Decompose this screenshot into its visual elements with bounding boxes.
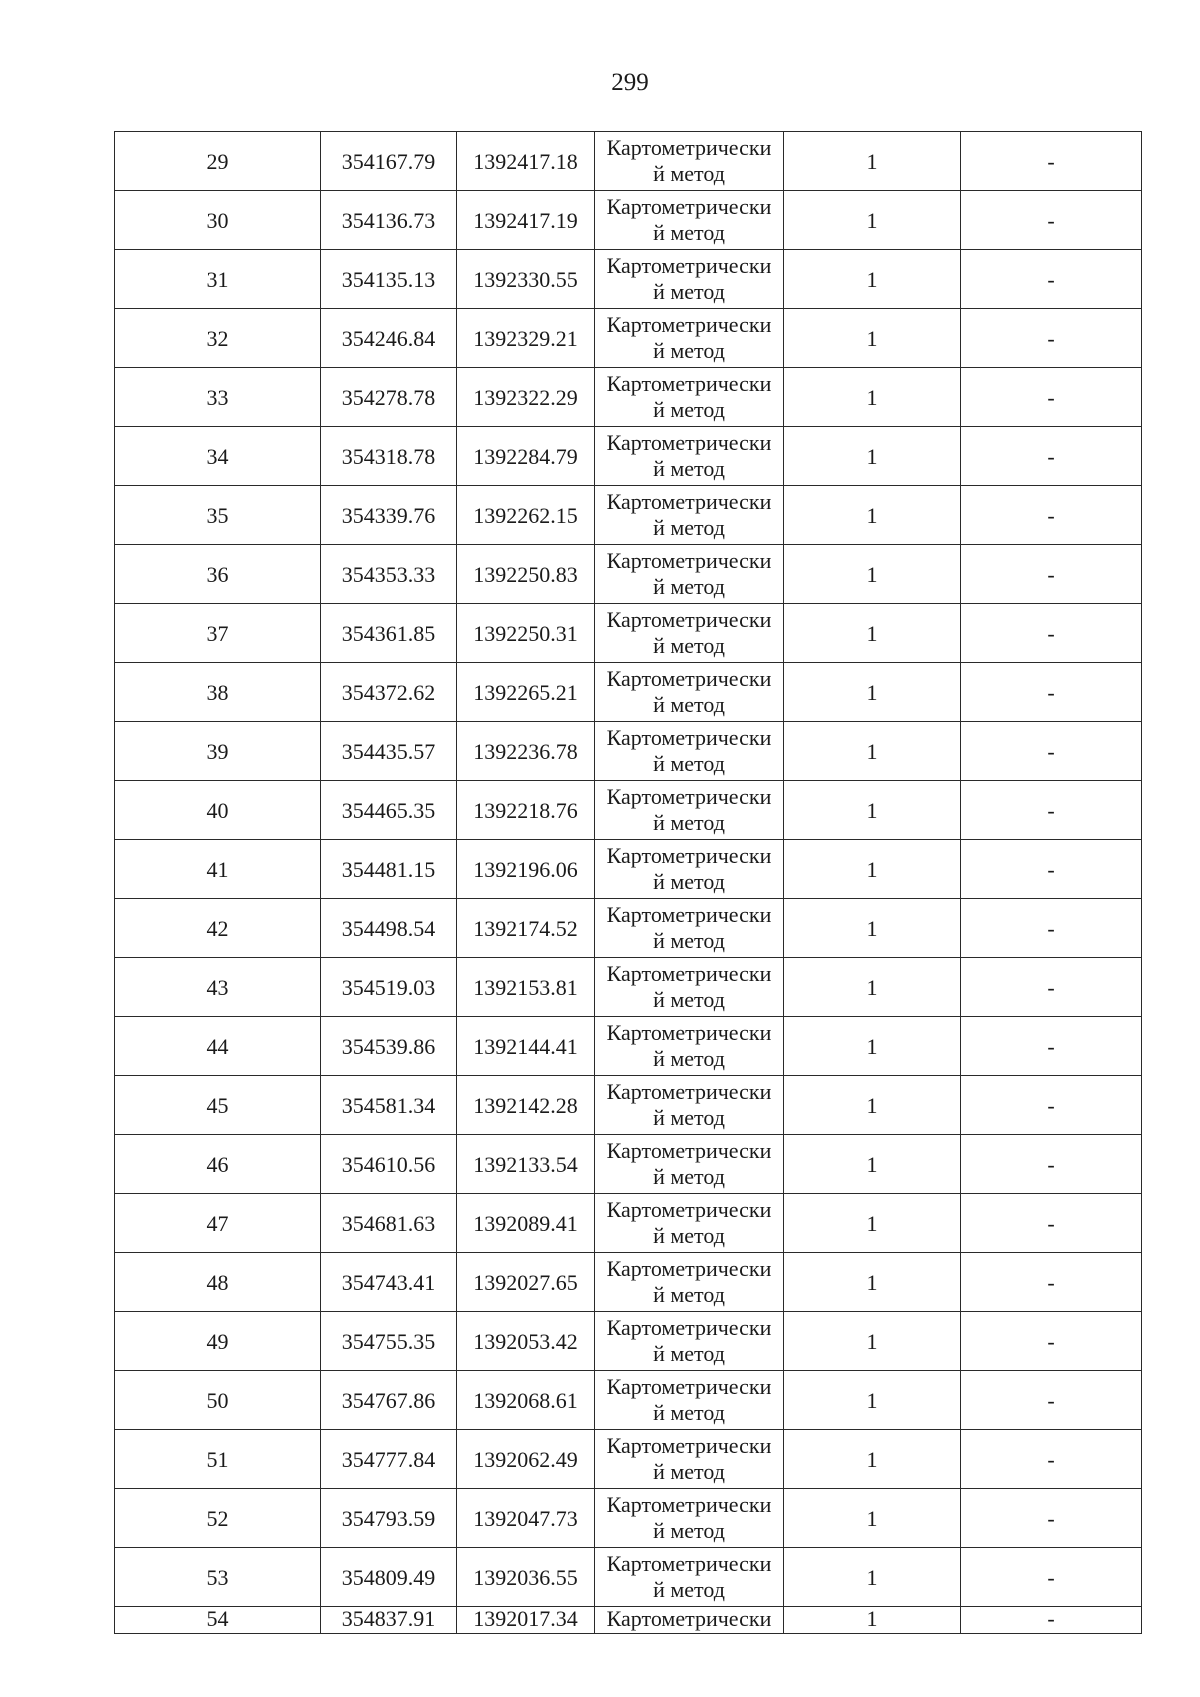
y-coordinate-cell: 1392265.21 [457, 663, 595, 722]
x-coordinate-cell: 354498.54 [321, 899, 457, 958]
accuracy-cell: 1 [784, 958, 961, 1017]
note-cell: - [961, 840, 1142, 899]
method-line-1: Картометрически [606, 548, 772, 573]
note-cell: - [961, 1607, 1142, 1634]
y-coordinate-cell: 1392250.83 [457, 545, 595, 604]
page-number: 299 [611, 69, 649, 96]
note-cell: - [961, 1017, 1142, 1076]
method-cell [595, 840, 784, 899]
table-row [115, 1430, 1142, 1489]
y-coordinate-cell: 1392250.31 [457, 604, 595, 663]
method-cell [595, 1607, 784, 1634]
point-number-cell: 29 [115, 132, 321, 191]
y-coordinate-cell: 1392329.21 [457, 309, 595, 368]
method-line-1: Картометрически [606, 784, 772, 809]
x-coordinate-cell: 354767.86 [321, 1371, 457, 1430]
method-cell [595, 958, 784, 1017]
accuracy-cell: 1 [784, 132, 961, 191]
accuracy-cell: 1 [784, 1430, 961, 1489]
y-coordinate-cell: 1392053.42 [457, 1312, 595, 1371]
method-line-2: й метод [653, 1341, 725, 1366]
x-coordinate-cell: 354372.62 [321, 663, 457, 722]
table-row [115, 604, 1142, 663]
note-cell: - [961, 545, 1142, 604]
point-number-cell: 40 [115, 781, 321, 840]
y-coordinate-cell: 1392236.78 [457, 722, 595, 781]
method-line-1: Картометрически [606, 371, 772, 396]
y-coordinate-cell: 1392017.34 [457, 1607, 595, 1634]
method-line-2: й метод [653, 1105, 725, 1130]
x-coordinate-cell: 354339.76 [321, 486, 457, 545]
accuracy-cell: 1 [784, 545, 961, 604]
note-cell: - [961, 1430, 1142, 1489]
method-line-1: Картометрически [606, 1197, 772, 1222]
y-coordinate-cell: 1392047.73 [457, 1489, 595, 1548]
method-line-1: Картометрически [606, 1256, 772, 1281]
note-cell: - [961, 722, 1142, 781]
y-coordinate-cell: 1392417.18 [457, 132, 595, 191]
y-coordinate-cell: 1392144.41 [457, 1017, 595, 1076]
method-line-1: Картометрически [606, 961, 772, 986]
y-coordinate-cell: 1392142.28 [457, 1076, 595, 1135]
accuracy-cell: 1 [784, 1548, 961, 1607]
point-number-cell: 54 [115, 1607, 321, 1634]
y-coordinate-cell: 1392036.55 [457, 1548, 595, 1607]
note-cell: - [961, 427, 1142, 486]
table-row [115, 1489, 1142, 1548]
x-coordinate-cell: 354353.33 [321, 545, 457, 604]
x-coordinate-cell: 354136.73 [321, 191, 457, 250]
accuracy-cell: 1 [784, 781, 961, 840]
coordinates-table-body [115, 132, 1142, 1634]
point-number-cell: 43 [115, 958, 321, 1017]
table-row [115, 1194, 1142, 1253]
point-number-cell: 31 [115, 250, 321, 309]
note-cell: - [961, 781, 1142, 840]
accuracy-cell: 1 [784, 1371, 961, 1430]
method-line-2: й метод [653, 810, 725, 835]
x-coordinate-cell: 354777.84 [321, 1430, 457, 1489]
point-number-cell: 36 [115, 545, 321, 604]
note-cell: - [961, 1194, 1142, 1253]
method-cell [595, 1194, 784, 1253]
method-cell [595, 368, 784, 427]
method-line-2: й метод [653, 1518, 725, 1543]
accuracy-cell: 1 [784, 899, 961, 958]
note-cell: - [961, 191, 1142, 250]
table-row [115, 781, 1142, 840]
table-row [115, 368, 1142, 427]
method-line-2: й метод [653, 987, 725, 1012]
note-cell: - [961, 1135, 1142, 1194]
table-row [115, 1076, 1142, 1135]
method-cell [595, 1253, 784, 1312]
method-line-2: й метод [653, 574, 725, 599]
point-number-cell: 48 [115, 1253, 321, 1312]
method-line-1: Картометрически [606, 1374, 772, 1399]
method-line-2: й метод [653, 1164, 725, 1189]
x-coordinate-cell: 354481.15 [321, 840, 457, 899]
y-coordinate-cell: 1392027.65 [457, 1253, 595, 1312]
point-number-cell: 53 [115, 1548, 321, 1607]
x-coordinate-cell: 354278.78 [321, 368, 457, 427]
method-cell [595, 781, 784, 840]
method-line-1: Картометрически [606, 666, 772, 691]
x-coordinate-cell: 354539.86 [321, 1017, 457, 1076]
accuracy-cell: 1 [784, 1253, 961, 1312]
note-cell: - [961, 368, 1142, 427]
table-row [115, 722, 1142, 781]
point-number-cell: 51 [115, 1430, 321, 1489]
point-number-cell: 49 [115, 1312, 321, 1371]
y-coordinate-cell: 1392330.55 [457, 250, 595, 309]
method-line-2: й метод [653, 869, 725, 894]
point-number-cell: 34 [115, 427, 321, 486]
method-line-1: Картометрически [606, 1079, 772, 1104]
point-number-cell: 30 [115, 191, 321, 250]
point-number-cell: 42 [115, 899, 321, 958]
accuracy-cell: 1 [784, 840, 961, 899]
note-cell: - [961, 132, 1142, 191]
x-coordinate-cell: 354755.35 [321, 1312, 457, 1371]
method-line-1: Картометрически [606, 1492, 772, 1517]
method-line-1: Картометрически [606, 430, 772, 455]
method-line-2: й метод [653, 397, 725, 422]
method-line-1: Картометрически [606, 1138, 772, 1163]
accuracy-cell: 1 [784, 1194, 961, 1253]
method-cell [595, 1430, 784, 1489]
point-number-cell: 47 [115, 1194, 321, 1253]
method-line-1: Картометрически [606, 253, 772, 278]
accuracy-cell: 1 [784, 309, 961, 368]
point-number-cell: 46 [115, 1135, 321, 1194]
x-coordinate-cell: 354519.03 [321, 958, 457, 1017]
accuracy-cell: 1 [784, 250, 961, 309]
point-number-cell: 52 [115, 1489, 321, 1548]
x-coordinate-cell: 354681.63 [321, 1194, 457, 1253]
table-row [115, 1371, 1142, 1430]
method-cell [595, 1548, 784, 1607]
note-cell: - [961, 663, 1142, 722]
x-coordinate-cell: 354837.91 [321, 1607, 457, 1634]
method-cell [595, 191, 784, 250]
method-cell [595, 604, 784, 663]
method-line-2: й метод [653, 633, 725, 658]
x-coordinate-cell: 354743.41 [321, 1253, 457, 1312]
method-line-1: Картометрически [606, 1020, 772, 1045]
method-cell [595, 132, 784, 191]
table-row [115, 1312, 1142, 1371]
y-coordinate-cell: 1392322.29 [457, 368, 595, 427]
method-line-2: й метод [653, 1577, 725, 1602]
y-coordinate-cell: 1392262.15 [457, 486, 595, 545]
method-line-1: Картометрически [606, 135, 772, 160]
note-cell: - [961, 604, 1142, 663]
method-line-2: й метод [653, 1223, 725, 1248]
y-coordinate-cell: 1392218.76 [457, 781, 595, 840]
table-row [115, 840, 1142, 899]
accuracy-cell: 1 [784, 1076, 961, 1135]
method-line-1: Картометрически [606, 489, 772, 514]
method-cell [595, 1312, 784, 1371]
table-row [115, 663, 1142, 722]
y-coordinate-cell: 1392089.41 [457, 1194, 595, 1253]
table-row [115, 545, 1142, 604]
method-cell [595, 1076, 784, 1135]
table-row [115, 899, 1142, 958]
method-cell [595, 486, 784, 545]
method-line-2: й метод [653, 1459, 725, 1484]
table-row [115, 486, 1142, 545]
x-coordinate-cell: 354361.85 [321, 604, 457, 663]
accuracy-cell: 1 [784, 722, 961, 781]
x-coordinate-cell: 354135.13 [321, 250, 457, 309]
method-cell [595, 250, 784, 309]
y-coordinate-cell: 1392068.61 [457, 1371, 595, 1430]
x-coordinate-cell: 354581.34 [321, 1076, 457, 1135]
method-line-1: Картометрически [606, 1606, 772, 1631]
table-row [115, 309, 1142, 368]
note-cell: - [961, 486, 1142, 545]
x-coordinate-cell: 354167.79 [321, 132, 457, 191]
point-number-cell: 38 [115, 663, 321, 722]
note-cell: - [961, 1371, 1142, 1430]
point-number-cell: 33 [115, 368, 321, 427]
method-line-2: й метод [653, 515, 725, 540]
accuracy-cell: 1 [784, 1017, 961, 1076]
point-number-cell: 44 [115, 1017, 321, 1076]
y-coordinate-cell: 1392284.79 [457, 427, 595, 486]
method-line-2: й метод [653, 161, 725, 186]
table-row [115, 427, 1142, 486]
method-line-1: Картометрически [606, 194, 772, 219]
x-coordinate-cell: 354809.49 [321, 1548, 457, 1607]
method-cell [595, 1017, 784, 1076]
method-cell [595, 1135, 784, 1194]
table-row [115, 1017, 1142, 1076]
method-cell [595, 309, 784, 368]
method-line-2: й метод [653, 692, 725, 717]
accuracy-cell: 1 [784, 368, 961, 427]
table-row [115, 1135, 1142, 1194]
method-line-2: й метод [653, 928, 725, 953]
table-row [115, 250, 1142, 309]
method-cell [595, 545, 784, 604]
note-cell: - [961, 958, 1142, 1017]
y-coordinate-cell: 1392174.52 [457, 899, 595, 958]
method-line-2: й метод [653, 1046, 725, 1071]
note-cell: - [961, 309, 1142, 368]
note-cell: - [961, 1076, 1142, 1135]
coordinates-table [114, 131, 1142, 1634]
x-coordinate-cell: 354246.84 [321, 309, 457, 368]
point-number-cell: 45 [115, 1076, 321, 1135]
point-number-cell: 41 [115, 840, 321, 899]
method-line-1: Картометрически [606, 843, 772, 868]
table-row [115, 1607, 1142, 1634]
y-coordinate-cell: 1392133.54 [457, 1135, 595, 1194]
method-cell [595, 427, 784, 486]
note-cell: - [961, 250, 1142, 309]
method-line-2: й метод [653, 456, 725, 481]
method-line-2: й метод [653, 279, 725, 304]
x-coordinate-cell: 354465.35 [321, 781, 457, 840]
accuracy-cell: 1 [784, 1312, 961, 1371]
y-coordinate-cell: 1392417.19 [457, 191, 595, 250]
method-line-2: й метод [653, 751, 725, 776]
note-cell: - [961, 1253, 1142, 1312]
method-line-1: Картометрически [606, 1551, 772, 1576]
method-line-1: Картометрически [606, 1315, 772, 1340]
method-cell [595, 663, 784, 722]
method-line-2: й метод [653, 1400, 725, 1425]
method-line-1: Картометрически [606, 725, 772, 750]
y-coordinate-cell: 1392196.06 [457, 840, 595, 899]
point-number-cell: 39 [115, 722, 321, 781]
method-cell [595, 722, 784, 781]
table-row [115, 958, 1142, 1017]
x-coordinate-cell: 354793.59 [321, 1489, 457, 1548]
method-line-1: Картометрически [606, 607, 772, 632]
method-line-2: й метод [653, 220, 725, 245]
y-coordinate-cell: 1392062.49 [457, 1430, 595, 1489]
accuracy-cell: 1 [784, 1607, 961, 1634]
table-row [115, 1548, 1142, 1607]
accuracy-cell: 1 [784, 486, 961, 545]
method-line-2: й метод [653, 338, 725, 363]
method-line-1: Картометрически [606, 1433, 772, 1458]
note-cell: - [961, 1312, 1142, 1371]
method-line-1: Картометрически [606, 902, 772, 927]
table-row [115, 191, 1142, 250]
accuracy-cell: 1 [784, 1135, 961, 1194]
method-line-2: й метод [653, 1282, 725, 1307]
method-cell [595, 1371, 784, 1430]
accuracy-cell: 1 [784, 604, 961, 663]
x-coordinate-cell: 354318.78 [321, 427, 457, 486]
accuracy-cell: 1 [784, 191, 961, 250]
accuracy-cell: 1 [784, 1489, 961, 1548]
method-line-1: Картометрически [606, 312, 772, 337]
point-number-cell: 35 [115, 486, 321, 545]
method-cell [595, 1489, 784, 1548]
table-row [115, 1253, 1142, 1312]
x-coordinate-cell: 354435.57 [321, 722, 457, 781]
method-cell [595, 899, 784, 958]
accuracy-cell: 1 [784, 427, 961, 486]
point-number-cell: 32 [115, 309, 321, 368]
y-coordinate-cell: 1392153.81 [457, 958, 595, 1017]
accuracy-cell: 1 [784, 663, 961, 722]
point-number-cell: 50 [115, 1371, 321, 1430]
table-row [115, 132, 1142, 191]
point-number-cell: 37 [115, 604, 321, 663]
note-cell: - [961, 899, 1142, 958]
note-cell: - [961, 1489, 1142, 1548]
x-coordinate-cell: 354610.56 [321, 1135, 457, 1194]
note-cell: - [961, 1548, 1142, 1607]
